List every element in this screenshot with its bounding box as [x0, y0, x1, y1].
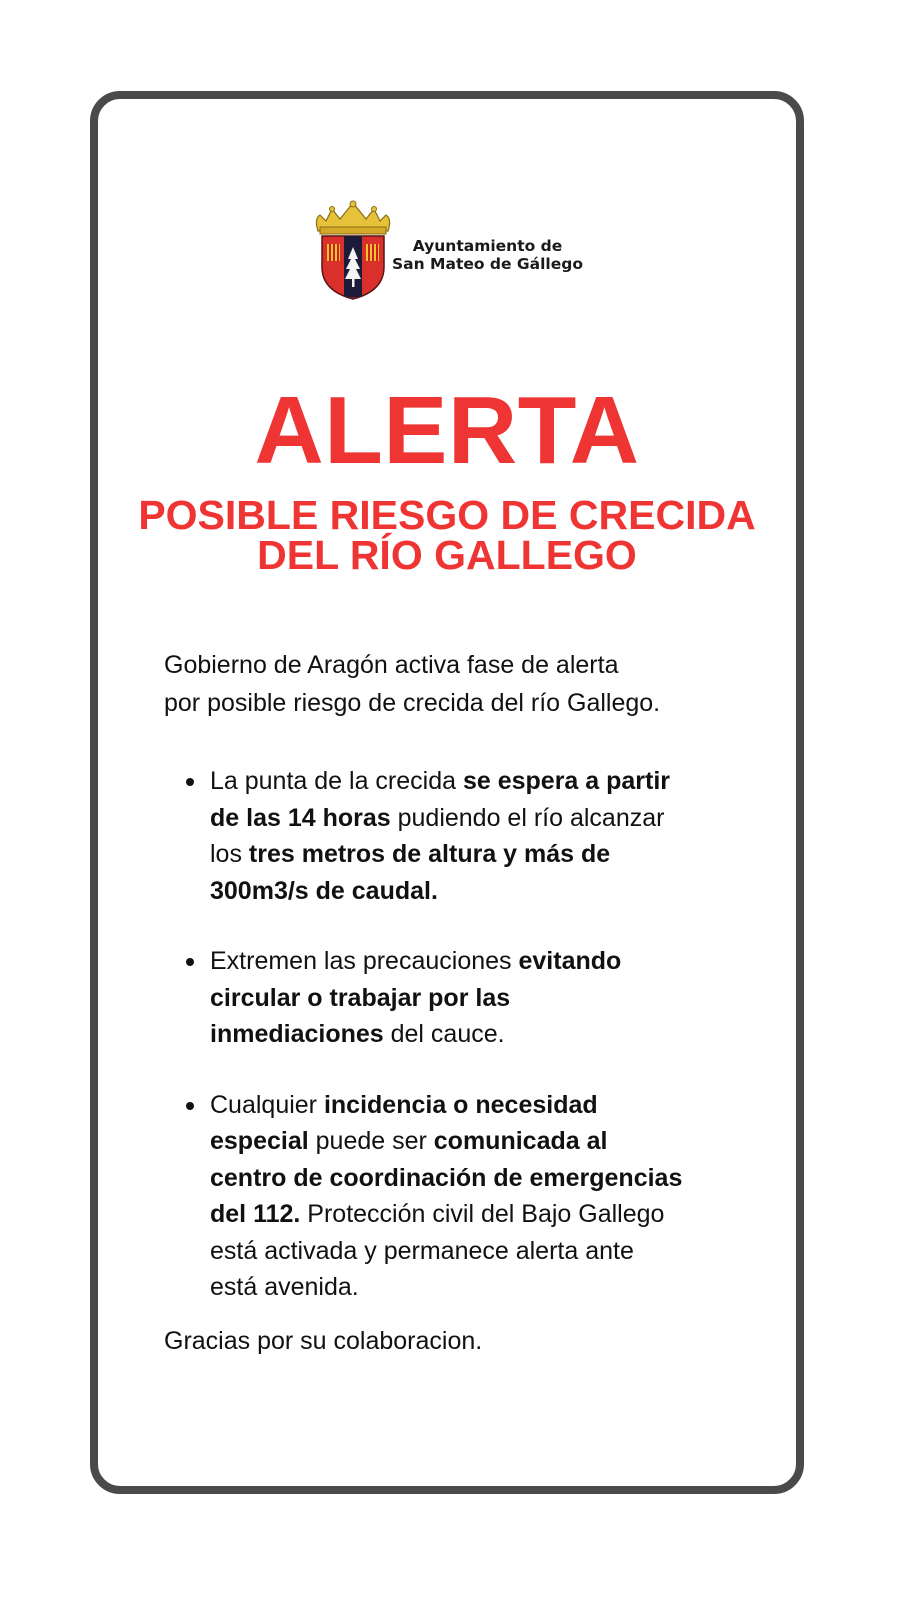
bullet-text: Cualquier — [210, 1090, 324, 1119]
bullet-item-emergency-contact — [164, 1087, 764, 1306]
organization-name — [390, 237, 585, 273]
bullet-emphasis: comunicada al — [433, 1127, 608, 1155]
coat-of-arms-icon — [308, 199, 398, 303]
bullet-item-precautions — [164, 943, 764, 1053]
alert-subtitle — [98, 492, 796, 578]
bullet-text: del cauce. — [383, 1020, 505, 1048]
bullet-text: Protección civil del Bajo Gallego — [300, 1200, 665, 1228]
bullet-emphasis: inmediaciones — [210, 1020, 384, 1048]
bullet-text: los — [210, 840, 249, 868]
bullet-dot-icon — [186, 1102, 194, 1110]
bullet-emphasis: circular o trabajar por las — [210, 983, 511, 1012]
intro-paragraph — [164, 646, 764, 722]
bullet-dot-icon — [186, 778, 194, 786]
bullet-emphasis: se espera a partir — [462, 767, 671, 795]
bullet-emphasis: del 112. — [210, 1200, 301, 1228]
alert-subtitle-line2: DEL RÍO GALLEGO — [257, 532, 637, 578]
bullet-emphasis: centro de coordinación de emergencias — [210, 1163, 683, 1192]
bullet-list — [164, 763, 764, 1306]
bullet-item-flood-peak — [164, 763, 764, 909]
bullet-text: está activada y permanece alerta ante — [210, 1236, 634, 1265]
municipality-logo — [308, 199, 608, 309]
bullet-text: está avenida. — [210, 1273, 359, 1301]
organization-name-line1: Ayuntamiento de — [412, 237, 563, 255]
organization-name-line2: San Mateo de Gállego — [392, 255, 583, 273]
bullet-emphasis: incidencia o necesidad — [323, 1090, 598, 1119]
bullet-emphasis: de las 14 horas — [210, 803, 391, 832]
bullet-text: Extremen las precauciones — [210, 947, 519, 975]
bullet-text: pudiendo el río alcanzar — [390, 803, 665, 832]
bullet-dot-icon — [186, 958, 194, 966]
intro-line1: Gobierno de Aragón activa fase de alerta — [164, 651, 619, 679]
bullet-emphasis: tres metros de altura y más de — [248, 840, 611, 868]
bullet-emphasis: evitando — [518, 947, 622, 975]
closing-text: Gracias por su colaboracion. — [164, 1327, 483, 1355]
bullet-text: puede ser — [308, 1127, 434, 1155]
bullet-emphasis: 300m3/s de caudal. — [210, 876, 438, 905]
alert-title: ALERTA — [254, 377, 640, 484]
notice-card — [90, 91, 804, 1494]
alert-subtitle-line1: POSIBLE RIESGO DE CRECIDA — [138, 492, 756, 538]
bullet-emphasis: especial — [210, 1127, 309, 1155]
bullet-text: La punta de la crecida — [210, 767, 463, 795]
intro-line2: por posible riesgo de crecida del río Gallego. — [164, 689, 661, 717]
